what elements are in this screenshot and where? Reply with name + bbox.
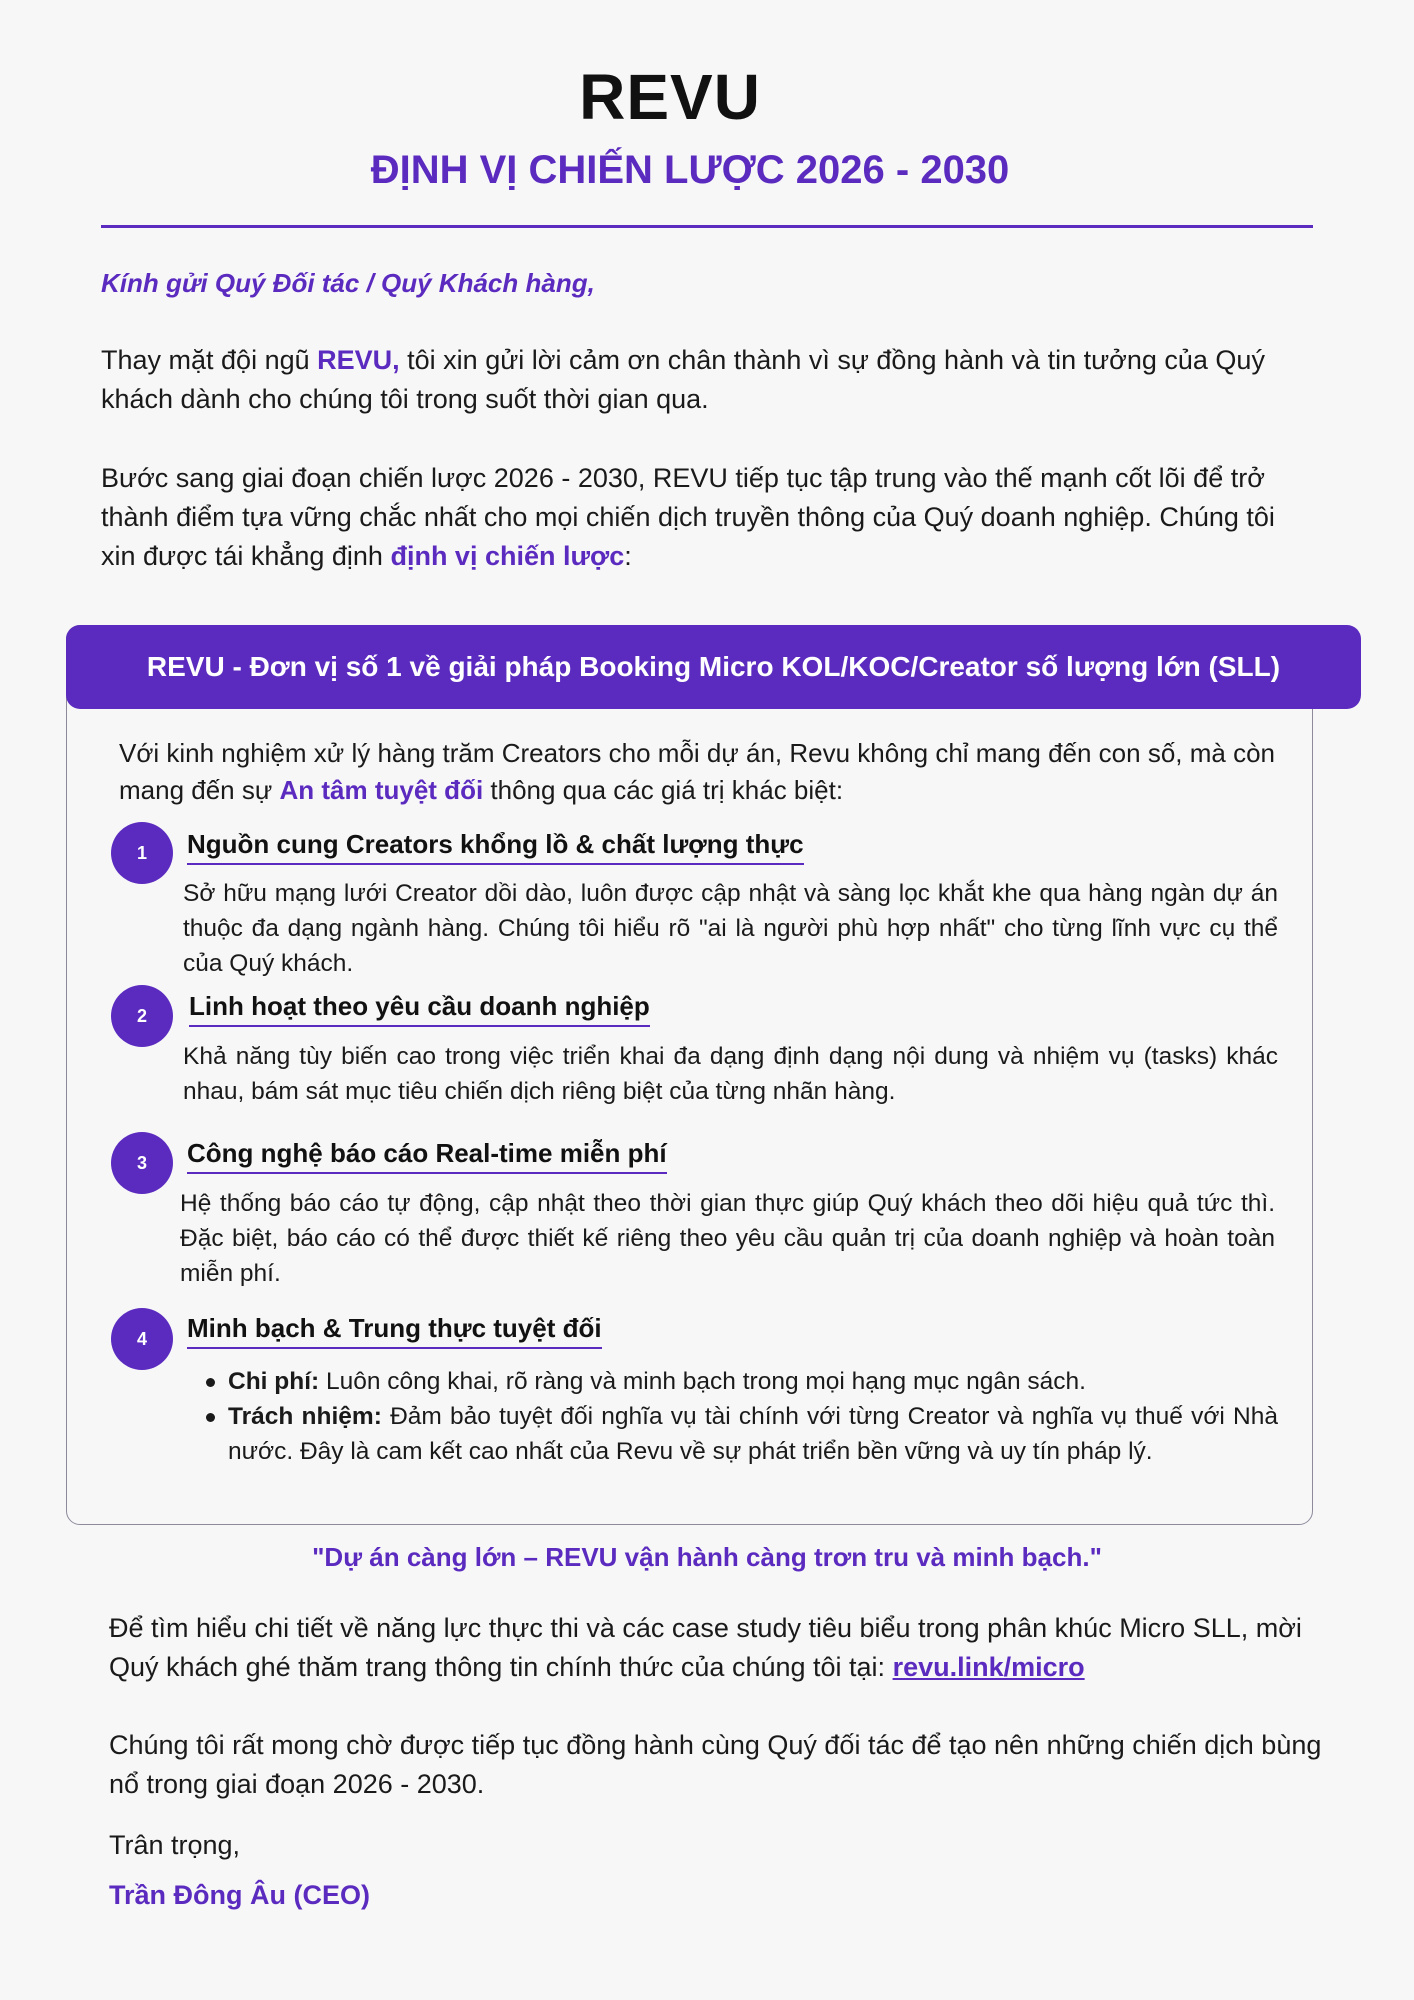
strategy-end: :: [624, 541, 632, 571]
intro-text-before: Thay mặt đội ngũ: [101, 345, 318, 375]
micro-link[interactable]: revu.link/micro: [892, 1652, 1085, 1682]
box-intro-before: Với kinh nghiệm xử lý hàng trăm Creators cho mỗi dự án, Revu không chỉ mang đến con số, mà còn mang đến sự: [119, 738, 1275, 805]
logo: REVU: [579, 61, 761, 133]
bullet-item: [198, 1364, 1278, 1399]
bullet-text: Luôn công khai, rõ ràng và minh bạch trong mọi hạng mục ngân sách.: [319, 1368, 1086, 1395]
item-title: Linh hoạt theo yêu cầu doanh nghiệp: [189, 991, 650, 1027]
item-title: Công nghệ báo cáo Real-time miễn phí: [187, 1138, 667, 1174]
item-title: Nguồn cung Creators khổng lồ & chất lượng thực: [187, 829, 804, 865]
learn-more-text: Để tìm hiểu chi tiết về năng lực thực thi và các case study tiêu biểu trong phân khúc Micro SLL, mời Quý khách ghé thăm trang thông tin chính thức của chúng tôi tại:: [109, 1613, 1302, 1682]
bullet-label: Trách nhiệm:: [228, 1403, 382, 1430]
learn-more-paragraph: [109, 1609, 1324, 1687]
item-number-badge: 1: [111, 822, 173, 884]
closing-salutation: Trân trọng,: [109, 1830, 241, 1860]
strategy-paragraph: [101, 459, 1316, 576]
box-intro-highlight: An tâm tuyệt đối: [279, 775, 484, 805]
bullet-item: [198, 1399, 1278, 1469]
signature: Trần Đông Âu (CEO): [109, 1880, 370, 1910]
positioning-box-header: REVU - Đơn vị số 1 về giải pháp Booking Micro KOL/KOC/Creator số lượng lớn (SLL): [66, 625, 1361, 709]
intro-text-after: tôi xin gửi lời cảm ơn chân thành vì sự đồng hành và tin tưởng của Quý khách dành cho chúng tôi trong suốt thời gian qua.: [101, 345, 1265, 414]
item-body: Sở hữu mạng lưới Creator dồi dào, luôn được cập nhật và sàng lọc khắt khe qua hàng ngàn dự án thuộc đa dạng ngành hàng. Chúng tôi hiểu rõ "ai là người phù hợp nhất" cho từng lĩnh vực cụ thể của Quý khách.: [183, 880, 1278, 977]
item-body: Hệ thống báo cáo tự động, cập nhật theo thời gian thực giúp Quý khách theo dõi hiệu quả tức thì. Đặc biệt, báo cáo có thể được thiết kế riêng theo yêu cầu quản trị của doanh nghiệp và hoàn toàn miễn phí.: [180, 1190, 1275, 1287]
item-number-badge: 3: [111, 1132, 173, 1194]
strategy-highlight: định vị chiến lược: [390, 541, 625, 571]
box-intro-after: thông qua các giá trị khác biệt:: [483, 775, 844, 805]
item-number-badge: 2: [111, 985, 173, 1047]
closing-paragraph: Chúng tôi rất mong chờ được tiếp tục đồng hành cùng Quý đối tác để tạo nên những chiến dịch bùng nổ trong giai đoạn 2026 - 2030.: [109, 1730, 1322, 1799]
quote: "Dự án càng lớn – REVU vận hành càng trơn tru và minh bạch.": [312, 1542, 1102, 1572]
bullet-text: Đảm bảo tuyệt đối nghĩa vụ tài chính với từng Creator và nghĩa vụ thuế với Nhà nước. Đây là cam kết cao nhất của Revu về sự phát triển bền vững và uy tín pháp lý.: [228, 1403, 1278, 1465]
box-intro: [119, 735, 1279, 809]
title-divider: [101, 225, 1313, 228]
transparency-bullets: [198, 1364, 1278, 1469]
item-number-badge: 4: [111, 1308, 173, 1370]
item-body: Khả năng tùy biến cao trong việc triển khai đa dạng định dạng nội dung và nhiệm vụ (tasks) khác nhau, bám sát mục tiêu chiến dịch riêng biệt của từng nhãn hàng.: [183, 1043, 1278, 1105]
strategy-text: Bước sang giai đoạn chiến lược 2026 - 2030, REVU tiếp tục tập trung vào thế mạnh cốt lõi để trở thành điểm tựa vững chắc nhất cho mọi chiến dịch truyền thông của Quý doanh nghiệp. Chúng tôi xin được tái khẳng định: [101, 463, 1275, 571]
intro-paragraph: [101, 341, 1316, 419]
greeting: Kính gửi Quý Đối tác / Quý Khách hàng,: [101, 268, 595, 298]
item-title: Minh bạch & Trung thực tuyệt đối: [187, 1313, 602, 1349]
page-title: ĐỊNH VỊ CHIẾN LƯỢC 2026 - 2030: [370, 148, 1010, 192]
bullet-label: Chi phí:: [228, 1368, 320, 1395]
brand-name: REVU,: [317, 345, 400, 375]
